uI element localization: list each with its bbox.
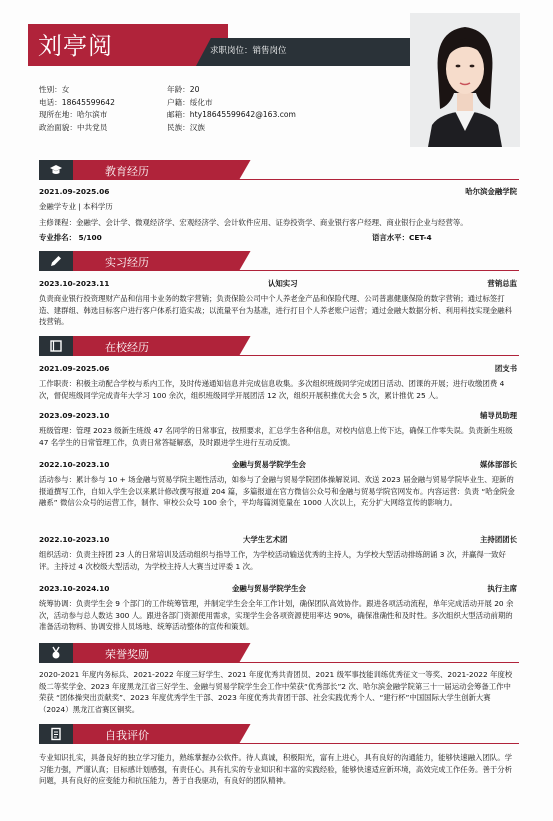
section-header-self-evaluation <box>39 724 519 744</box>
campus-role: 主持团团长 <box>480 535 517 544</box>
section-header-internship <box>39 251 519 271</box>
job-intent: 求职岗位：销售岗位 <box>210 46 287 56</box>
education-rank: 专业排名： 5/100 <box>39 233 102 242</box>
campus-date: 2023.10-2024.10 <box>39 584 110 593</box>
education-school: 哈尔滨金融学院 <box>465 187 517 196</box>
info-address: 现所在地：哈尔滨市 <box>39 110 108 119</box>
book-icon <box>49 339 63 353</box>
campus-description: 统筹协调：负责学生会 9 个部门的工作统筹管理，并制定学生会全年工作计划，确保团队高效协作。跟进各项活动流程，单年完成活动开展 20 余次，活动参与总人数达 300 人。跟进各部门资源使用需求，实现学生会各项资源使用率达 90%，确保准确性和及时性。多次组织大型活动前期的准备活动物料、协调安排人员场地、统筹活动整体的宣传和策划。 <box>39 599 514 632</box>
campus-date: 2022.10-2023.10 <box>39 460 110 469</box>
campus-date: 2022.10-2023.10 <box>39 535 110 544</box>
campus-role: 执行主席 <box>487 584 517 593</box>
info-age: 年龄：20 <box>167 85 200 94</box>
campus-role: 媒体部部长 <box>480 460 517 469</box>
profile-photo <box>410 13 520 147</box>
campus-description: 组织活动：负责主持团 23 人的日常培训及活动组织与指导工作，为学校活动输送优秀的主持人，为学校大型活动排练朗诵 3 次，并赢得一致好评。主持过 4 次校级大型活动，为学校主持人大赛当过评委 1 次。 <box>39 550 506 571</box>
info-phone: 电话：18645599642 <box>39 97 115 107</box>
campus-org: 大学生艺术团 <box>243 535 288 544</box>
campus-role: 辅导员助理 <box>480 411 517 420</box>
document-icon <box>49 727 63 741</box>
pen-icon <box>49 254 63 268</box>
campus-org: 金融与贸易学院学生会 <box>232 584 306 593</box>
internship-type: 认知实习 <box>268 279 298 288</box>
graduation-cap-icon <box>49 163 63 177</box>
info-politics: 政治面貌：中共党员 <box>39 122 108 132</box>
campus-date: 2021.09-2025.06 <box>39 364 110 373</box>
section-header-education <box>39 160 519 180</box>
medal-icon <box>49 646 63 660</box>
section-header-campus <box>39 336 519 356</box>
education-date: 2021.09-2025.06 <box>39 187 110 196</box>
campus-description: 活动参与：累计参与 10 + 场金融与贸易学院主题性活动，如参与了金融与贸易学院团体操解说词、欢送 2023 届金融与贸易学院毕业生、迎新的报道撰写工作，自如入学生会以来累计修改撰写报道 204 篇，多篇报道在官方微信公众号和金融与贸易学院官网发布。内容运营：负责 “哈金院金融系” 微信公众号的运营工作，制作、审校公众号 100 余个，平均每篇浏览量在 1000 人次以上，充分扩大网络宣传的影响力。 <box>39 475 515 508</box>
campus-role: 团支书 <box>494 364 517 373</box>
education-courses: 主修课程：金融学、会计学、微观经济学、宏观经济学、会计软件应用、证券投资学、商业银行客户经理、商业银行企业与经营等。 <box>39 218 468 227</box>
internship-role: 营销总监 <box>487 279 517 288</box>
info-email: 邮箱：hty18645599642@163.com <box>167 110 296 119</box>
campus-date: 2023.09-2023.10 <box>39 411 110 420</box>
internship-description: 负责商业银行投资理财产品和信用卡业务的数字营销；负责保险公司中个人养老金产品和保险代理、公司普惠健康保险的数字营销；通过标签打造、建群组、韩选目标客户进行客户体系打造实战；以流量平台为基准，进行打目个人养老账户运营；通过金融大数据分析、利用科技实现金融科技营销。 <box>39 294 513 327</box>
info-ethnicity: 民族：汉族 <box>167 122 205 132</box>
education-major: 金融学专业 | 本科学历 <box>39 202 113 211</box>
section-title-self-evaluation: 自我评价 <box>105 729 149 742</box>
info-hukou: 户籍：绥化市 <box>167 97 213 107</box>
section-title-education: 教育经历 <box>105 165 149 178</box>
section-title-internship: 实习经历 <box>105 256 149 269</box>
campus-description: 班级管理：管理 2023 级新生班级 47 名同学的日常事宜，按照要求，汇总学生各种信息，对校内信息上传下达，确保工作零失误。负责新生班级 47 名学生的日常管理工作，负责日常答疑解惑，及时跟进学生进行互动反馈。 <box>39 426 513 447</box>
honors-text: 2020-2021 年度内务标兵、2021-2022 年度三好学生、2021 年度优秀共青团员、2021 级军事技能训练优秀征文一等奖、2021-2022 年度校级二等奖学金、2023 年度黑龙江省三好学生、金融与贸易学院学生会工作中荣获“优秀部长”2 次、哈尔滨金融学院第三十一届运动会筹备工作中荣获 “团体操突出贡献奖”、2023 年度优秀学生干部、2023 年度优秀共青团干部、社会实践优秀个人、“建行杯”中国国际大学生创新大赛（2024）黑龙江省赛区铜奖。 <box>39 670 513 714</box>
section-title-honors: 荣誉奖励 <box>105 648 149 661</box>
personal-info-right <box>167 84 296 134</box>
internship-date: 2023.10-2023.11 <box>39 279 110 288</box>
campus-org: 金融与贸易学院学生会 <box>232 460 306 469</box>
campus-description: 工作职责：积极主动配合学校与系内工作，及时传递通知信息并完成信息收集。多次组织班级同学完成团日活动、团课的开展；进行收缴团费 4 次，督促班级同学完成青年大学习 100 余次，组织班级同学开展团活 12 次，组织开展积推优大会 5 次，累计推优 25 人。 <box>39 379 505 400</box>
education-language: 语言水平：CET-4 <box>372 233 432 242</box>
section-header-honors <box>39 643 519 663</box>
personal-info-left <box>39 84 115 134</box>
self-evaluation-text: 专业知识扎实，具备良好的独立学习能力，熟练掌握办公软件。待人真诚，积极阳光，富有上进心，具有良好的沟通能力，能够快速融入团队。学习能力强，严谨认真；目标感计划感强，有责任心。具有扎实的专业知识和丰富的实践经验，能够快速适应新环境，高效完成工作任务。善于分析问题，具有良好的应变能力和抗压能力，善于自我驱动，有良好的团队精神。 <box>39 753 513 786</box>
section-title-campus: 在校经历 <box>105 341 149 354</box>
info-gender: 性别：女 <box>39 85 70 94</box>
candidate-name: 刘亭阅 <box>38 32 113 60</box>
